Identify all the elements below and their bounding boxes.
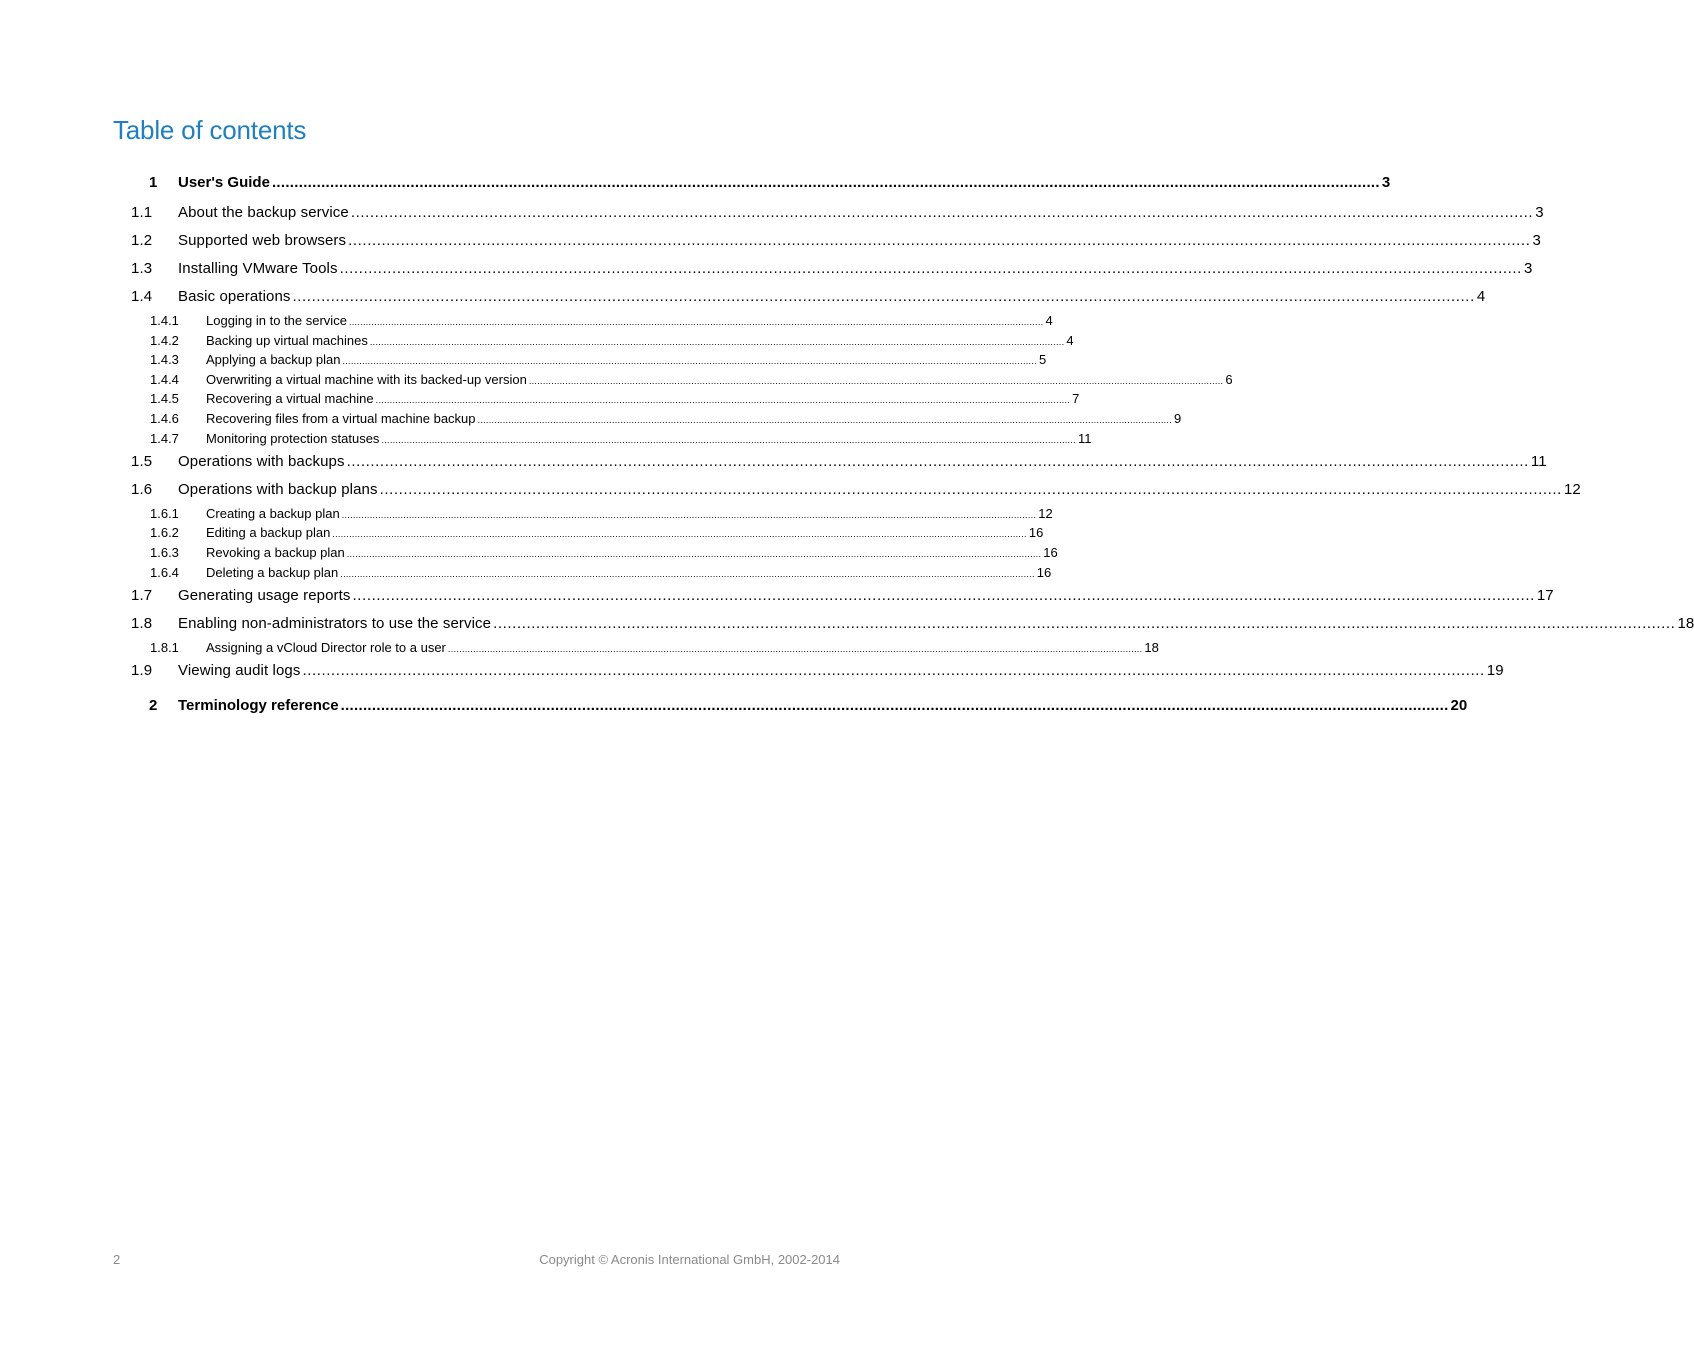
toc-entry-page: 3 (1532, 232, 1541, 249)
toc-entry-page: 11 (1077, 431, 1092, 446)
toc-entry-page: 5 (1038, 352, 1047, 367)
toc-entry-title: Generating usage reports (178, 587, 351, 604)
toc-entry-title: Revoking a backup plan (206, 545, 345, 560)
toc-entry-section-1-3[interactable] (0, 259, 1533, 279)
dot-leader: ........................................................................................................................................................................................................................................................ (447, 644, 1143, 654)
toc-entry-number: 1.4.6 (150, 411, 179, 426)
toc-entry-section-1-6[interactable] (0, 480, 1581, 500)
dot-leader: ........................................................................................................................................................................................................................................................ (350, 204, 1534, 221)
toc-entry-number: 1.3 (131, 260, 153, 277)
toc-entry-number: 1.4.3 (150, 352, 179, 367)
toc-entry-page: 9 (1174, 411, 1182, 426)
toc-entry-title: Overwriting a virtual machine with its backed-up version (206, 372, 527, 387)
dot-leader: ........................................................................................................................................................................................................................................................ (339, 260, 1522, 277)
toc-entry-title: Viewing audit logs (178, 662, 301, 679)
toc-entry-title: Operations with backup plans (178, 481, 378, 498)
toc-entry-number: 1.4.2 (150, 333, 179, 348)
toc-entry-page: 3 (1523, 260, 1533, 277)
toc-entry-page: 4 (1476, 288, 1486, 305)
dot-leader: ........................................................................................................................................................................................................................................................ (348, 317, 1044, 327)
toc-entry-title: User's Guide (178, 174, 270, 191)
toc-entry-number: 1.9 (131, 662, 153, 679)
dot-leader: ........................................................................................................................................................................................................................................................ (381, 435, 1076, 445)
toc-entry-number: 1.6.3 (150, 545, 179, 560)
toc-entry-title: Assigning a vCloud Director role to a user (206, 640, 446, 655)
toc-entry-chapter-1[interactable] (0, 173, 1391, 193)
dot-leader: ........................................................................................................................................................................................................................................................ (493, 615, 1676, 632)
toc-entry-page: 4 (1045, 313, 1053, 328)
toc-entry-page: 16 (1036, 565, 1052, 580)
toc-entry-title: Backing up virtual machines (206, 333, 368, 348)
footer-copyright: Copyright © Acronis International GmbH, 2002-2014 (539, 1252, 840, 1267)
toc-entry-section-1-1[interactable] (0, 203, 1544, 223)
toc-entry-page: 18 (1144, 640, 1159, 655)
toc-entry-page: 3 (1381, 174, 1391, 191)
toc-entry-title: Enabling non-administrators to use the service (178, 615, 492, 632)
toc-entry-subsection-1-6-1[interactable] (0, 505, 1053, 523)
footer-page-number: 2 (113, 1252, 121, 1267)
toc-entry-page: 17 (1536, 587, 1554, 604)
toc-entry-title: Logging in to the service (206, 313, 347, 328)
dot-leader: ........................................................................................................................................................................................................................................................ (348, 232, 1531, 249)
toc-entry-number: 1.4.5 (150, 391, 179, 406)
toc-entry-page: 16 (1028, 525, 1044, 540)
toc-entry-page: 19 (1486, 662, 1504, 679)
dot-leader: ........................................................................................................................................................................................................................................................ (352, 587, 1535, 604)
toc-entry-title: Monitoring protection statuses (206, 431, 380, 446)
toc-entry-subsection-1-8-1[interactable] (0, 639, 1159, 657)
toc-entry-page: 12 (1038, 506, 1053, 521)
toc-entry-subsection-1-4-5[interactable] (0, 390, 1080, 408)
toc-entry-title: Applying a backup plan (206, 352, 341, 367)
toc-entry-number: 1.1 (131, 204, 153, 221)
toc-entry-number: 1.5 (131, 453, 153, 470)
dot-leader: ........................................................................................................................................................................................................................................................ (369, 337, 1065, 347)
toc-entry-chapter-2[interactable] (0, 696, 1468, 716)
toc-entry-page: 11 (1530, 453, 1547, 470)
toc-entry-page: 20 (1450, 697, 1468, 714)
toc-entry-subsection-1-4-1[interactable] (0, 312, 1053, 330)
dot-leader: ........................................................................................................................................................................................................................................................ (346, 549, 1042, 559)
dot-leader: ........................................................................................................................................................................................................................................................ (341, 510, 1037, 520)
toc-entry-number: 1 (149, 174, 158, 191)
toc-entry-section-1-8[interactable] (0, 614, 1694, 634)
toc-entry-page: 3 (1535, 204, 1544, 221)
toc-entry-number: 1.8 (131, 615, 153, 632)
toc-entry-section-1-4[interactable] (0, 287, 1486, 307)
toc-entry-title: Recovering files from a virtual machine backup (206, 411, 476, 426)
toc-entry-subsection-1-4-4[interactable] (0, 371, 1233, 389)
toc-entry-number: 1.4.1 (150, 313, 179, 328)
page-title: Table of contents (113, 115, 307, 145)
toc-entry-section-1-2[interactable] (0, 231, 1541, 251)
toc-entry-page: 12 (1563, 481, 1581, 498)
toc-entry-page: 4 (1066, 333, 1074, 348)
toc-entry-number: 1.6.1 (150, 506, 179, 521)
toc-entry-page: 7 (1072, 391, 1080, 406)
toc-entry-subsection-1-6-2[interactable] (0, 524, 1044, 542)
toc-entry-page: 18 (1677, 615, 1694, 632)
toc-entry-number: 1.4.4 (150, 372, 179, 387)
toc-entry-number: 1.2 (131, 232, 153, 249)
dot-leader: ........................................................................................................................................................................................................................................................ (379, 481, 1562, 498)
toc-entry-subsection-1-6-3[interactable] (0, 544, 1058, 562)
toc-entry-page: 6 (1225, 372, 1233, 387)
dot-leader: ........................................................................................................................................................................................................................................................ (342, 356, 1037, 366)
dot-leader: ........................................................................................................................................................................................................................................................ (340, 569, 1035, 579)
toc-entry-title: Terminology reference (178, 697, 339, 714)
toc-entry-subsection-1-4-3[interactable] (0, 351, 1047, 369)
toc-entry-number: 1.7 (131, 587, 153, 604)
dot-leader: ........................................................................................................................................................................................................................................................ (340, 697, 1449, 714)
dot-leader: ........................................................................................................................................................................................................................................................ (292, 288, 1475, 305)
toc-entry-number: 1.4 (131, 288, 153, 305)
toc-entry-number: 1.6.2 (150, 525, 179, 540)
toc-entry-number: 1.6.4 (150, 565, 179, 580)
toc-entry-title: About the backup service (178, 204, 349, 221)
toc-entry-section-1-7[interactable] (0, 586, 1554, 606)
dot-leader: ........................................................................................................................................................................................................................................................ (332, 529, 1027, 539)
toc-entry-subsection-1-4-6[interactable] (0, 410, 1182, 428)
dot-leader: ........................................................................................................................................................................................................................................................ (302, 662, 1485, 679)
toc-entry-title: Deleting a backup plan (206, 565, 339, 580)
toc-entry-title: Basic operations (178, 288, 291, 305)
toc-entry-title: Recovering a virtual machine (206, 391, 374, 406)
toc-entry-number: 1.6 (131, 481, 153, 498)
dot-leader: ........................................................................................................................................................................................................................................................ (346, 453, 1529, 470)
toc-entry-subsection-1-4-7[interactable] (0, 430, 1092, 448)
toc-entry-title: Installing VMware Tools (178, 260, 338, 277)
toc-entry-title: Supported web browsers (178, 232, 347, 249)
toc-entry-section-1-9[interactable] (0, 661, 1504, 681)
toc-entry-number: 1.4.7 (150, 431, 179, 446)
toc-entry-number: 2 (149, 697, 158, 714)
toc-entry-subsection-1-6-4[interactable] (0, 564, 1052, 582)
toc-entry-title: Creating a backup plan (206, 506, 340, 521)
dot-leader: ........................................................................................................................................................................................................................................................ (271, 174, 1380, 191)
dot-leader: ........................................................................................................................................................................................................................................................ (375, 395, 1071, 405)
toc-entry-page: 16 (1043, 545, 1058, 560)
toc-entry-section-1-5[interactable] (0, 452, 1547, 472)
dot-leader: ........................................................................................................................................................................................................................................................ (477, 415, 1173, 425)
dot-leader: ........................................................................................................................................................................................................................................................ (528, 376, 1224, 386)
toc-entry-title: Operations with backups (178, 453, 345, 470)
toc-entry-number: 1.8.1 (150, 640, 179, 655)
toc-entry-title: Editing a backup plan (206, 525, 331, 540)
toc-entry-subsection-1-4-2[interactable] (0, 332, 1074, 350)
